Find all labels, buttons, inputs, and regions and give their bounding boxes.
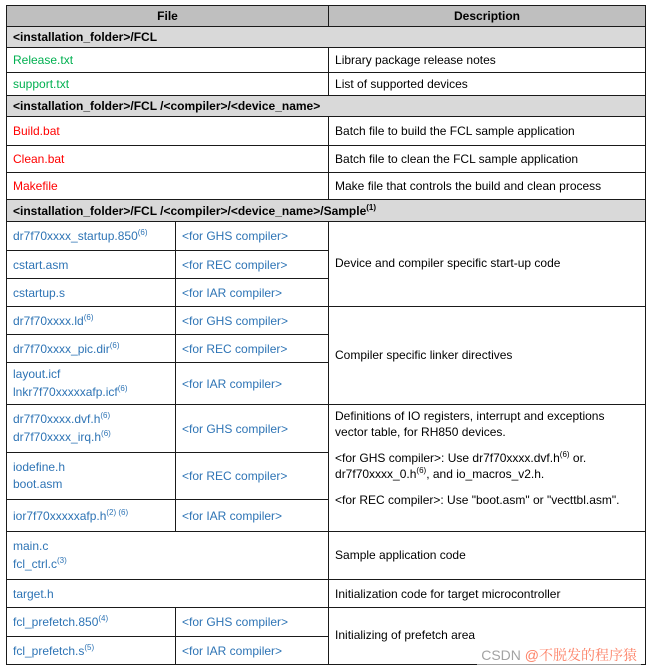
file-superscript: (3) [57, 555, 67, 565]
file-cell: Release.txt [7, 48, 329, 73]
watermark [477, 644, 641, 666]
watermark-username: @不脱发的程序猿 [524, 647, 637, 663]
section-row-compiler [7, 96, 646, 117]
table-row [7, 48, 646, 73]
file-superscript: (6) [109, 340, 120, 350]
file-cell [7, 363, 176, 405]
table-row [7, 117, 646, 146]
file-superscript: (6) [100, 411, 111, 421]
file-name-text: dr7f70xxxx_irq.h [13, 429, 102, 444]
file-name: dr7f70xxxx.ld [13, 313, 84, 328]
file-cell: target.h [7, 580, 329, 608]
table-row [7, 532, 646, 580]
file-superscript: (5) [84, 642, 95, 652]
file-cell [7, 222, 176, 251]
file-name: dr7f70xxxx_pic.dir [13, 341, 110, 356]
section-title: <installation_folder>/FCL [7, 27, 646, 48]
file-name: fcl_prefetch.850 [13, 615, 99, 629]
table-row [7, 608, 646, 637]
file-name [13, 411, 169, 428]
compiler-cell: <for GHS compiler> [176, 608, 329, 637]
compiler-cell: <for REC compiler> [176, 251, 329, 279]
file-name: dr7f70xxxx_startup.850 [13, 229, 138, 243]
file-cell [7, 532, 329, 580]
document-page [6, 5, 646, 665]
description-cell: Sample application code [329, 532, 646, 580]
section-title-superscript: (1) [366, 202, 377, 212]
file-name: ior7f70xxxxxafp.h [13, 508, 107, 523]
description-text: , and io_macros_v2.h. [426, 466, 545, 481]
file-cell: cstart.asm [7, 251, 176, 279]
table-row [7, 73, 646, 96]
compiler-cell: <for GHS compiler> [176, 405, 329, 453]
description-paragraph: Definitions of IO registers, interrupt and exceptions vector table, for RH850 devices. [335, 409, 605, 439]
file-superscript: (4) [98, 614, 109, 623]
description-cell: Device and compiler specific start-up code [329, 222, 646, 307]
column-header-description: Description [329, 6, 646, 27]
compiler-cell: <for IAR compiler> [176, 279, 329, 307]
description-cell: List of supported devices [329, 73, 646, 96]
description-cell: Batch file to build the FCL sample application [329, 117, 646, 146]
description-superscript: (6) [416, 465, 427, 475]
file-cell [7, 405, 176, 453]
file-name-text: fcl_ctrl.c [13, 556, 58, 571]
description-superscript: (6) [559, 450, 570, 460]
description-cell: Initialization code for target microcontroller [329, 580, 646, 608]
description-text: <for GHS compiler>: Use dr7f70xxxx.dvf.h [335, 451, 560, 466]
description-paragraph [335, 451, 639, 482]
file-name: layout.icf [13, 367, 61, 382]
table-row [7, 222, 646, 251]
file-name [13, 384, 169, 401]
description-cell: Initializing of prefetch area [329, 608, 646, 665]
section-title [7, 200, 646, 222]
table-row [7, 173, 646, 200]
watermark-brand: CSDN [481, 647, 525, 663]
table-header-row [7, 6, 646, 27]
file-name: main.c [13, 539, 49, 554]
file-description-table [6, 5, 646, 665]
file-name-text: dr7f70xxxx.dvf.h [13, 412, 101, 427]
file-cell: Clean.bat [7, 146, 329, 173]
section-title: <installation_folder>/FCL /<compiler>/<device_name> [7, 96, 646, 117]
compiler-cell: <for GHS compiler> [176, 307, 329, 335]
file-cell [7, 608, 176, 637]
compiler-cell: <for REC compiler> [176, 335, 329, 363]
compiler-cell: <for IAR compiler> [176, 363, 329, 405]
file-cell [7, 500, 176, 532]
file-superscript: (6) [101, 428, 111, 438]
compiler-cell: <for GHS compiler> [176, 222, 329, 251]
table-row [7, 307, 646, 335]
file-superscript: (6) [83, 312, 94, 322]
file-name-text: lnkr7f70xxxxxafp.icf [13, 384, 118, 399]
file-cell [7, 307, 176, 335]
description-cell [329, 405, 646, 532]
description-cell: Make file that controls the build and clean process [329, 173, 646, 200]
description-paragraph: <for REC compiler>: Use "boot.asm" or "vecttbl.asm". [335, 493, 620, 508]
compiler-cell: <for IAR compiler> [176, 500, 329, 532]
file-superscript: (2) (6) [106, 507, 129, 517]
file-cell: cstartup.s [7, 279, 176, 307]
file-name [13, 429, 169, 446]
section-row-sample [7, 200, 646, 222]
column-header-file: File [7, 6, 329, 27]
file-cell: support.txt [7, 73, 329, 96]
description-cell: Batch file to clean the FCL sample application [329, 146, 646, 173]
file-cell: Build.bat [7, 117, 329, 146]
file-superscript: (6) [117, 383, 128, 393]
description-cell: Compiler specific linker directives [329, 307, 646, 405]
table-row [7, 580, 646, 608]
compiler-cell: <for IAR compiler> [176, 637, 329, 665]
description-text: or. dr7f70xxxx_0.h [335, 451, 587, 481]
file-cell [7, 335, 176, 363]
file-name: fcl_prefetch.s [13, 643, 85, 658]
file-cell [7, 637, 176, 665]
file-name: iodefine.h [13, 459, 66, 474]
table-row [7, 146, 646, 173]
section-title-text: <installation_folder>/FCL /<compiler>/<device_name>/Sample [13, 203, 367, 218]
description-cell: Library package release notes [329, 48, 646, 73]
file-name: boot.asm [13, 477, 63, 491]
table-row [7, 405, 646, 453]
file-name [13, 556, 322, 573]
compiler-cell: <for REC compiler> [176, 453, 329, 500]
file-superscript: (6) [137, 228, 148, 237]
file-cell [7, 453, 176, 500]
file-cell: Makefile [7, 173, 329, 200]
section-row-fcl [7, 27, 646, 48]
